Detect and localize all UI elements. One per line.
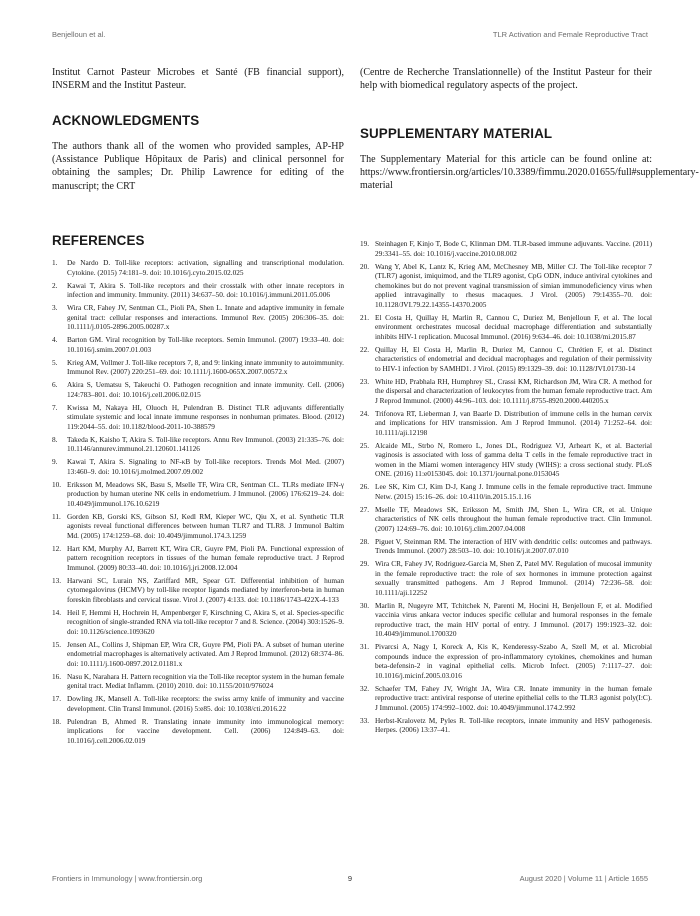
crt-paragraph-end: (Centre de Recherche Translationnelle) of the Institut Pasteur for their help with biomedical regulatory aspects of the project.: [360, 67, 652, 92]
reference-number: 25.: [360, 440, 370, 450]
reference-item: [360, 262, 652, 310]
reference-item: [52, 335, 344, 354]
reference-text: Akira S, Uematsu S, Takeuchi O. Pathogen recognition and innate immunity. Cell. (2006) 124:783–801. doi: 10.1016/j.cell.2006.02.015: [67, 380, 344, 399]
reference-text: Schaefer TM, Fahey JV, Wright JA, Wira CR. Innate immunity in the human female reproductive tract: antiviral response of uterine epithelial cells to the TLR3 agonist poly(I:C). J Immunol. (2005) 174:992–1002. doi: 10.4049/jimmunol.174.2.992: [375, 683, 652, 712]
reference-item: [52, 544, 344, 573]
supplementary-section: [360, 126, 699, 193]
references-list-right: [360, 239, 652, 735]
reference-text: Piguet V, Steinman RM. The interaction of HIV with dendritic cells: outcomes and pathways. Trends Immunol. (2007) 28:503–10. doi: 10.1016/j.it.2007.07.010: [375, 536, 652, 555]
reference-item: [52, 576, 344, 605]
reference-number: 8.: [52, 434, 58, 444]
reference-number: 6.: [52, 380, 58, 389]
reference-number: 19.: [360, 239, 370, 248]
references-right-column: [360, 239, 652, 738]
references-list-left: [52, 258, 344, 745]
reference-item: [360, 482, 652, 501]
reference-text: Takeda K, Kaisho T, Akira S. Toll-like receptors. Annu Rev Immunol. (2003) 21:335–76. doi: 10.1146/annurev.immunol.21.120601.141126: [67, 434, 344, 453]
reference-item: [52, 608, 344, 637]
reference-number: 5.: [52, 357, 58, 367]
reference-text: Harwani SC, Lurain NS, Zariffard MR, Spear GT. Differential inhibition of human cytomegalovirus (HCMV) by toll-like receptor ligands mediated by interferon-beta in human foreskin fibroblasts and cervical tissue. Virol J. (2007) 4:133. doi: 10.1186/1743-422X-4-133: [67, 575, 344, 604]
supplementary-text: The Supplementary Material for this article can be found online at: https://www.frontiersin.org/articles/10.3389/fimmu.2020.01655/full#supplementary-material: [360, 154, 699, 192]
page-number: 9: [347, 874, 353, 883]
reference-number: 15.: [52, 639, 62, 649]
reference-text: Gorden KB, Gorski KS, Gibson SJ, Kedl RM, Kieper WC, Qiu X, et al. Synthetic TLR agonists reveal functional differences between human TLR7 and TLR8. J Immunol Baltim Md. (2005) 174:1259–68. doi: 10.4049/jimmunol.174.3.1259: [67, 511, 344, 540]
references-left-column: [52, 233, 344, 749]
reference-text: Mselle TF, Meadows SK, Eriksson M, Smith JM, Shen L, Wira CR, et al. Unique characteristics of NK cells throughout the human female reproductive tract. Clin Immunol. (2007) 124:69–76. doi: 10.1016/j.clim.2007.04.008: [375, 504, 652, 533]
reference-number: 32.: [360, 683, 370, 693]
reference-number: 10.: [52, 479, 62, 489]
reference-number: 7.: [52, 402, 58, 412]
reference-text: Dowling JK, Mansell A. Toll-like receptors: the swiss army knife of immunity and vaccine development. Clin Transl Immunol. (2016) 5:e85. doi: 10.1038/cti.2016.22: [67, 694, 344, 713]
reference-text: Kwissa M, Nakaya HI, Oluoch H, Pulendran B. Distinct TLR adjuvants differentially stimulate systemic and local innate immune responses in nonhuman primates. Blood. (2012) 119:2044–55. doi: 10.1182/blood-2011-10-388579: [67, 402, 344, 431]
reference-number: 2.: [52, 280, 58, 290]
reference-number: 12.: [52, 543, 62, 553]
reference-text: Steinhagen F, Kinjo T, Bode C, Klinman DM. TLR-based immune adjuvants. Vaccine. (2011) 29:3341–55. doi: 10.1016/j.vaccine.2010.08.002: [375, 239, 652, 258]
reference-item: [360, 716, 652, 735]
reference-text: White HD, Prabhala RH, Humphrey SL, Crassi KM, Richardson JM, Wira CR. A method for the dispersal and characterization of leukocytes from the human female reproductive tract. Am J Reprod Immunol. (2000) 44:96–103. doi: 10.1111/j.8755-8920.2000.440205.x: [375, 376, 652, 405]
reference-item: [52, 694, 344, 713]
reference-item: [52, 303, 344, 332]
reference-number: 9.: [52, 457, 58, 466]
reference-text: Barton GM. Viral recognition by Toll-like receptors. Semin Immunol. (2007) 19:33–40. doi: 10.1016/j.smim.2007.01.003: [67, 335, 344, 354]
reference-text: Wira CR, Fahey JV, Rodriguez-Garcia M, Shen Z, Patel MV. Regulation of mucosal immunity in the female reproductive tract: the role of sex hormones in immune protection against sexually transmitted pathogens. Am J Reprod Immunol. (2014) 72:236–58. doi: 10.1111/aji.12252: [375, 559, 652, 597]
reference-number: 3.: [52, 303, 58, 312]
reference-number: 22.: [360, 344, 370, 354]
top-left-block: [52, 66, 344, 92]
reference-item: [360, 345, 652, 374]
reference-text: Nasu K, Narahara H. Pattern recognition via the Toll-like receptor system in the human female genital tract. Mediat Inflamm. (2010) 2010. doi: 10.1155/2010/976024: [67, 671, 344, 690]
reference-number: 27.: [360, 504, 370, 514]
reference-number: 29.: [360, 559, 370, 568]
footer-journal: Frontiers in Immunology | www.frontiersin.org: [52, 874, 203, 883]
reference-item: [52, 358, 344, 377]
reference-text: Lee SK, Kim CJ, Kim D-J, Kang J. Immune cells in the female reproductive tract. Immune Netw. (2015) 15:16–26. doi: 10.4110/in.2015.15.1.16: [375, 482, 652, 501]
reference-text: Kawai T, Akira S. Signaling to NF-κB by Toll-like receptors. Trends Mol Med. (2007) 13:460–9. doi: 10.1016/j.molmed.2007.09.002: [67, 457, 344, 476]
reference-text: Eriksson M, Meadows SK, Basu S, Mselle TF, Wira CR, Sentman CL. TLRs mediate IFN-γ production by human uterine NK cells in endometrium. J Immunol. (2006) 176:6219–24. doi: 10.4049/jimmunol.176.10.6219: [67, 479, 344, 508]
reference-text: Krieg AM, Vollmer J. Toll-like receptors 7, 8, and 9: linking innate immunity to autoimmunity. Immunol Rev. (2007) 220:251–69. doi: 10.1111/j.1600-065X.2007.00572.x: [67, 357, 344, 376]
reference-text: Hart KM, Murphy AJ, Barrett KT, Wira CR, Guyre PM, Pioli PA. Functional expression of pattern recognition receptors in tissues of the human female reproductive tract. J Reprod Immunol. (2009) 80:33–40. doi: 10.1016/j.jri.2008.12.004: [67, 543, 344, 572]
reference-item: [52, 380, 344, 399]
reference-text: Wira CR, Fahey JV, Sentman CL, Pioli PA, Shen L. Innate and adaptive immunity in female genital tract: cellular responses and interactions. Immunol Rev. (2005) 206:306–35. doi: 10.1111/j.0105-2896.2005.00287.x: [67, 303, 344, 331]
reference-text: Pulendran B, Ahmed R. Translating innate immunity into immunological memory: implications for vaccine development. Cell. (2006) 124:849–63. doi: 10.1016/j.cell.2006.02.019: [67, 716, 344, 745]
reference-number: 21.: [360, 312, 370, 322]
reference-number: 17.: [52, 694, 62, 703]
reference-text: Marlin R, Nugeyre MT, Tchitchek N, Parenti M, Hocini H, Benjelloun F, et al. Modified vaccinia virus ankara vector induces specific cellular and humoral responses in the female reproductive tract, the main HIV portal of entry. J Immunol. (2017) 199:1923–32. doi: 10.4049/jimmunol.1700320: [375, 600, 652, 638]
reference-text: El Costa H, Quillay H, Marlin R, Cannou C, Duriez M, Benjelloun F, et al. The local environment orchestrates mucosal decidual macrophage differentiation and substantially inhibits HIV-1 replication. Mucosal Immunol. (2016) 9:634–46. doi: 10.1038/mi.2015.87: [375, 312, 652, 341]
reference-number: 31.: [360, 642, 370, 651]
reference-item: [52, 640, 344, 669]
reference-item: [52, 717, 344, 746]
reference-number: 23.: [360, 376, 370, 386]
reference-text: Pivarcsi A, Nagy I, Koreck A, Kis K, Kenderessy-Szabo A, Szell M, et al. Microbial compounds induce the expression of pro-inflammatory cytokines, chemokines and human beta-defensin-2 in vaginal epithelial cells. Microb Infect. (2005) 7:1117–27. doi: 10.1016/j.micinf.2005.03.016: [375, 642, 652, 680]
reference-number: 16.: [52, 671, 62, 681]
reference-number: 20.: [360, 261, 370, 271]
reference-number: 26.: [360, 482, 370, 491]
reference-text: Kawai T, Akira S. Toll-like receptors and their crosstalk with other innate receptors in infection and immunity. Immunity. (2011) 34:637–50. doi: 10.1016/j.immuni.2011.05.006: [67, 280, 344, 299]
reference-item: [360, 409, 652, 438]
reference-text: Quillay H, El Costa H, Marlin R, Duriez M, Cannou C, Chrétien F, et al. Distinct characteristics of endometrial and decidual macrophages and regulation of their permissivity to HIV-1 infection by SAMHD1. J Virol. (2015) 89:1329–39. doi: 10.1128/JVI.01730-14: [375, 344, 652, 373]
reference-number: 13.: [52, 575, 62, 585]
reference-item: [360, 684, 652, 713]
reference-text: Wang Y, Abel K, Lantz K, Krieg AM, McChesney MB, Miller CJ. The Toll-like receptor 7 (TLR7) agonist, imiquimod, and the TLR9 agonist, CpG ODN, induce antiviral cytokines and chemokines but do not prevent vaginal transmission of simian immunodeficiency virus when applied intravaginally to rhesus macaques. J Virol. (2005) 79:14355–70. doi: 10.1128/JVI.79.22.14355-14370.2005: [375, 261, 652, 309]
reference-number: 24.: [360, 408, 370, 418]
reference-text: Jensen AL, Collins J, Shipman EP, Wira CR, Guyre PM, Pioli PA. A subset of human uterine endometrial macrophages is alternatively activated. Am J Reprod Immunol. (2012) 68:374–86. doi: 10.1111/j.1600-0897.2012.01181.x: [67, 639, 345, 668]
reference-number: 30.: [360, 600, 370, 610]
page-footer: [52, 874, 648, 883]
acknowledgments-text: The authors thank all of the women who provided samples, AP-HP (Assistance Publique Hôpitaux de Paris) and clinical personnel for obtaining the samples; Dr. Philip Lawrence for editing of the manuscript; the CRT: [52, 141, 344, 192]
reference-item: [360, 559, 652, 597]
reference-number: 33.: [360, 715, 370, 725]
reference-number: 4.: [52, 335, 58, 344]
reference-item: [360, 642, 652, 680]
reference-number: 18.: [52, 716, 62, 726]
reference-item: [360, 441, 652, 479]
reference-item: [52, 435, 344, 454]
reference-text: Alcaide ML, Strbo N, Romero L, Jones DL, Rodriguez VJ, Arheart K, et al. Bacterial vaginosis is associated with loss of gamma delta T cells in the female reproductive tract in women in the Miami women interagency HIV study (WIHS): a cross sectional study. PLoS ONE. (2016) 11:e0153045. doi: 10.1371/journal.pone.0153045: [375, 440, 652, 478]
footer-issue: August 2020 | Volume 11 | Article 1655: [519, 874, 648, 883]
reference-text: De Nardo D. Toll-like receptors: activation, signalling and transcriptional modulation. Cytokine. (2015) 74:181–9. doi: 10.1016/j.cyto.2015.02.025: [67, 258, 344, 277]
reference-item: [360, 313, 652, 342]
funding-paragraph-end: Institut Carnot Pasteur Microbes et Santé (FB financial support), INSERM and the Institut Pasteur.: [52, 67, 344, 92]
reference-item: [360, 601, 652, 639]
reference-item: [52, 672, 344, 691]
acknowledgments-section: [52, 113, 344, 193]
reference-item: [52, 480, 344, 509]
acknowledgments-heading: ACKNOWLEDGMENTS: [52, 113, 200, 128]
reference-item: [52, 258, 344, 277]
header-title: TLR Activation and Female Reproductive Tract: [492, 30, 648, 39]
reference-number: 14.: [52, 607, 62, 617]
reference-item: [52, 457, 344, 476]
running-header: [52, 30, 648, 39]
reference-item: [52, 512, 344, 541]
reference-item: [52, 403, 344, 432]
reference-number: 28.: [360, 536, 370, 546]
reference-item: [360, 537, 652, 556]
reference-text: Trifonova RT, Lieberman J, van Baarle D. Distribution of immune cells in the human cervix and implications for HIV transmission. Am J Reprod Immunol. (2014) 71:252–64. doi: 10.1111/aji.12198: [375, 408, 652, 437]
reference-item: [360, 377, 652, 406]
supplementary-heading: SUPPLEMENTARY MATERIAL: [360, 126, 553, 141]
reference-number: 11.: [52, 511, 61, 521]
header-authors: Benjelloun et al.: [52, 30, 106, 39]
reference-item: [360, 239, 652, 258]
reference-item: [360, 505, 652, 534]
reference-text: Heil F, Hemmi H, Hochrein H, Ampenberger F, Kirschning C, Akira S, et al. Species-specific recognition of single-stranded RNA via toll-like receptor 7 and 8. Science. (2004) 303:1526–9. doi: 10.1126/science.1093620: [67, 607, 345, 636]
references-heading: REFERENCES: [52, 233, 145, 248]
top-right-block: [360, 66, 652, 92]
reference-item: [52, 281, 344, 300]
reference-text: Herbst-Kralovetz M, Pyles R. Toll-like receptors, innate immunity and HSV pathogenesis. Herpes. (2006) 13:37–41.: [375, 715, 652, 734]
reference-number: 1.: [52, 258, 58, 267]
